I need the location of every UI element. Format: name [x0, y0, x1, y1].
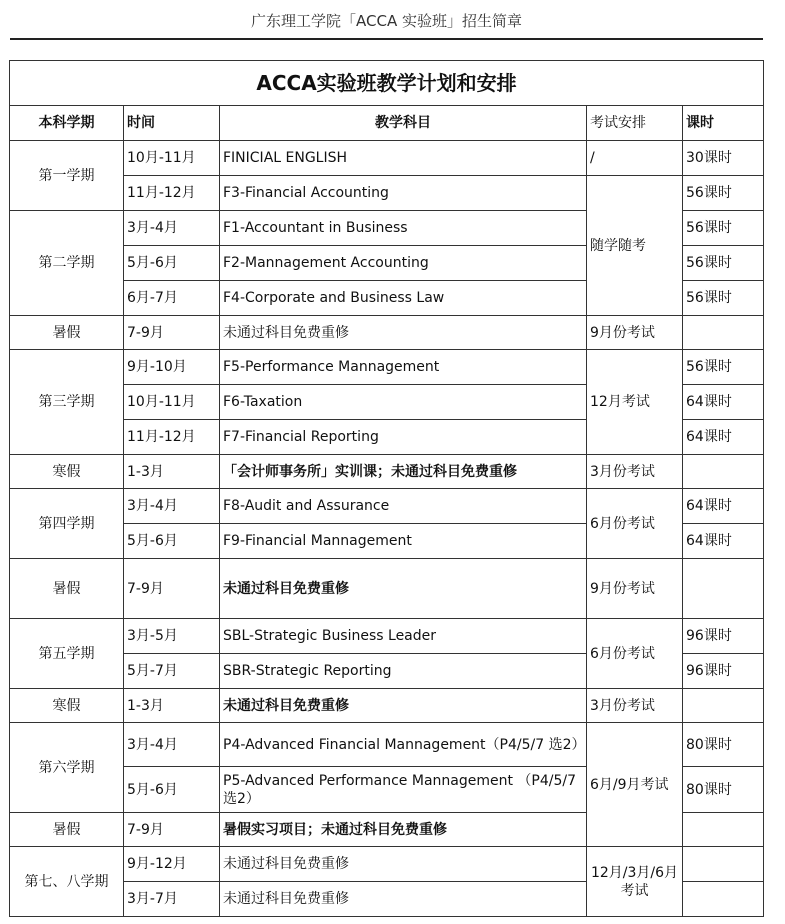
- table-row: [10, 619, 764, 654]
- course-cell: FINICIAL ENGLISH: [220, 141, 587, 176]
- course-cell: 未通过科目免费重修: [220, 316, 587, 350]
- exam-cell: 12月考试: [587, 350, 683, 455]
- course-cell: F9-Financial Mannagement: [220, 524, 587, 559]
- time-cell: 6月-7月: [124, 281, 220, 316]
- time-cell: 9月-12月: [124, 847, 220, 882]
- course-cell: F7-Financial Reporting: [220, 420, 587, 455]
- hours-cell: 64课时: [683, 385, 764, 420]
- hours-cell: 80课时: [683, 723, 764, 767]
- exam-cell: 6月份考试: [587, 489, 683, 559]
- course-cell: F1-Accountant in Business: [220, 211, 587, 246]
- course-cell: 未通过科目免费重修: [220, 847, 587, 882]
- exam-cell: 12月/3月/6月考试: [587, 847, 683, 917]
- table-row: [10, 689, 764, 723]
- hours-cell: [683, 559, 764, 619]
- time-cell: 10月-11月: [124, 385, 220, 420]
- course-cell: F2-Mannagement Accounting: [220, 246, 587, 281]
- time-cell: 5月-6月: [124, 246, 220, 281]
- table-row: [10, 141, 764, 176]
- time-cell: 7-9月: [124, 559, 220, 619]
- hours-cell: 56课时: [683, 176, 764, 211]
- course-cell: SBL-Strategic Business Leader: [220, 619, 587, 654]
- course-cell: 「会计师事务所」实训课；未通过科目免费重修: [220, 455, 587, 489]
- exam-cell: 9月份考试: [587, 559, 683, 619]
- table-row: [10, 723, 764, 767]
- hours-cell: 64课时: [683, 524, 764, 559]
- table-row: [10, 559, 764, 619]
- time-cell: 11月-12月: [124, 420, 220, 455]
- course-cell: F3-Financial Accounting: [220, 176, 587, 211]
- time-cell: 5月-6月: [124, 524, 220, 559]
- time-cell: 3月-5月: [124, 619, 220, 654]
- course-cell: SBR-Strategic Reporting: [220, 654, 587, 689]
- hours-cell: 96课时: [683, 619, 764, 654]
- course-cell: 暑假实习项目；未通过科目免费重修: [220, 813, 587, 847]
- term-cell: 暑假: [10, 559, 124, 619]
- term-cell: 第三学期: [10, 350, 124, 455]
- table-row: [10, 847, 764, 882]
- course-cell: F6-Taxation: [220, 385, 587, 420]
- table-title-row: [10, 61, 764, 106]
- time-cell: 1-3月: [124, 689, 220, 723]
- time-cell: 5月-7月: [124, 654, 220, 689]
- course-cell: F8-Audit and Assurance: [220, 489, 587, 524]
- time-cell: 3月-4月: [124, 723, 220, 767]
- hours-cell: 56课时: [683, 281, 764, 316]
- hours-cell: 56课时: [683, 350, 764, 385]
- course-cell: 未通过科目免费重修: [220, 559, 587, 619]
- time-cell: 7-9月: [124, 316, 220, 350]
- table-row: [10, 350, 764, 385]
- term-cell: 第六学期: [10, 723, 124, 813]
- term-cell: 暑假: [10, 316, 124, 350]
- exam-cell: 3月份考试: [587, 455, 683, 489]
- table-header-row: [10, 106, 764, 141]
- column-header-time: 时间: [124, 106, 220, 141]
- course-cell: F5-Performance Mannagement: [220, 350, 587, 385]
- time-cell: 3月-7月: [124, 882, 220, 917]
- hours-cell: [683, 689, 764, 723]
- hours-cell: [683, 455, 764, 489]
- term-cell: 第一学期: [10, 141, 124, 211]
- term-cell: 寒假: [10, 455, 124, 489]
- term-cell: 第二学期: [10, 211, 124, 316]
- course-cell: P5-Advanced Performance Mannagement （P4/5/7 选2）: [220, 767, 587, 813]
- time-cell: 11月-12月: [124, 176, 220, 211]
- time-cell: 1-3月: [124, 455, 220, 489]
- term-cell: 第五学期: [10, 619, 124, 689]
- time-cell: 3月-4月: [124, 489, 220, 524]
- exam-cell: /: [587, 141, 683, 176]
- course-cell: P4-Advanced Financial Mannagement（P4/5/7 选2）: [220, 723, 587, 767]
- course-cell: 未通过科目免费重修: [220, 882, 587, 917]
- time-cell: 5月-6月: [124, 767, 220, 813]
- document-header: 广东理工学院「ACCA 实验班」招生简章: [10, 0, 763, 40]
- table-row: [10, 489, 764, 524]
- hours-cell: 64课时: [683, 489, 764, 524]
- exam-cell: 9月份考试: [587, 316, 683, 350]
- table-row: [10, 316, 764, 350]
- hours-cell: 80课时: [683, 767, 764, 813]
- column-header-exam: 考试安排: [587, 106, 683, 141]
- term-cell: 第七、八学期: [10, 847, 124, 917]
- term-cell: 暑假: [10, 813, 124, 847]
- table-title: ACCA实验班教学计划和安排: [10, 61, 764, 106]
- table-row: [10, 176, 764, 211]
- course-cell: F4-Corporate and Business Law: [220, 281, 587, 316]
- hours-cell: 64课时: [683, 420, 764, 455]
- time-cell: 9月-10月: [124, 350, 220, 385]
- time-cell: 7-9月: [124, 813, 220, 847]
- exam-cell: 6月份考试: [587, 619, 683, 689]
- time-cell: 10月-11月: [124, 141, 220, 176]
- column-header-term: 本科学期: [10, 106, 124, 141]
- hours-cell: 30课时: [683, 141, 764, 176]
- exam-cell: 6月/9月考试: [587, 723, 683, 847]
- hours-cell: [683, 847, 764, 882]
- table-row: [10, 455, 764, 489]
- column-header-hours: 课时: [683, 106, 764, 141]
- schedule-table: [9, 60, 764, 917]
- hours-cell: 56课时: [683, 211, 764, 246]
- hours-cell: 96课时: [683, 654, 764, 689]
- hours-cell: [683, 882, 764, 917]
- hours-cell: 56课时: [683, 246, 764, 281]
- hours-cell: [683, 316, 764, 350]
- column-header-course: 教学科目: [220, 106, 587, 141]
- term-cell: 寒假: [10, 689, 124, 723]
- exam-cell: 3月份考试: [587, 689, 683, 723]
- course-cell: 未通过科目免费重修: [220, 689, 587, 723]
- time-cell: 3月-4月: [124, 211, 220, 246]
- hours-cell: [683, 813, 764, 847]
- exam-cell: 随学随考: [587, 176, 683, 316]
- term-cell: 第四学期: [10, 489, 124, 559]
